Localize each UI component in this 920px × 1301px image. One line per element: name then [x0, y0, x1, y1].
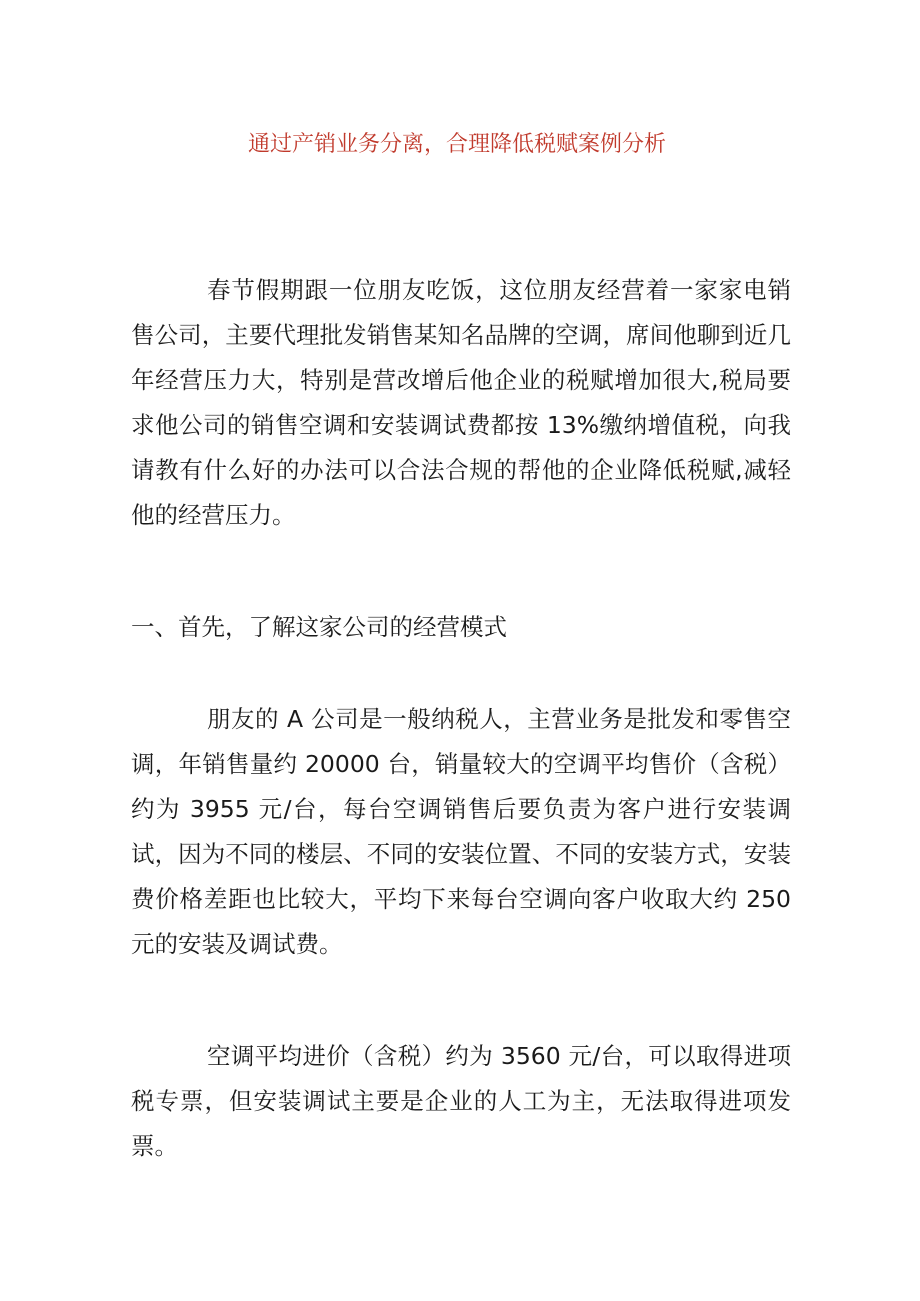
intro-paragraph: 春节假期跟一位朋友吃饭，这位朋友经营着一家家电销售公司，主要代理批发销售某知名品牌的空调，席间他聊到近几年经营压力大，特别是营改增后他企业的税赋增加很大,税局要求他公司的销售空调和安装调试费都按 13%缴纳增值税，向我请教有什么好的办法可以合法合规的帮他的企业降低税赋,减轻他的经营压力。 [131, 276, 791, 529]
document-title: 通过产销业务分离，合理降低税赋案例分析 [247, 132, 666, 157]
section-heading: 一、首先，了解这家公司的经营模式 [131, 613, 507, 641]
purchase-price-paragraph: 空调平均进价（含税）约为 3560 元/台，可以取得进项税专票，但安装调试主要是企业的人工为主，无法取得进项发票。 [131, 1042, 791, 1160]
business-model-paragraph: 朋友的 A 公司是一般纳税人，主营业务是批发和零售空调，年销售量约 20000 台，销量较大的空调平均售价（含税）约为 3955 元/台，每台空调销售后要负责为客户进行安装调试，因为不同的楼层、不同的安装位置、不同的安装方式，安装费价格差距也比较大，平均下来每台空调向客户收取大约 250 元的安装及调试费。 [131, 705, 791, 958]
